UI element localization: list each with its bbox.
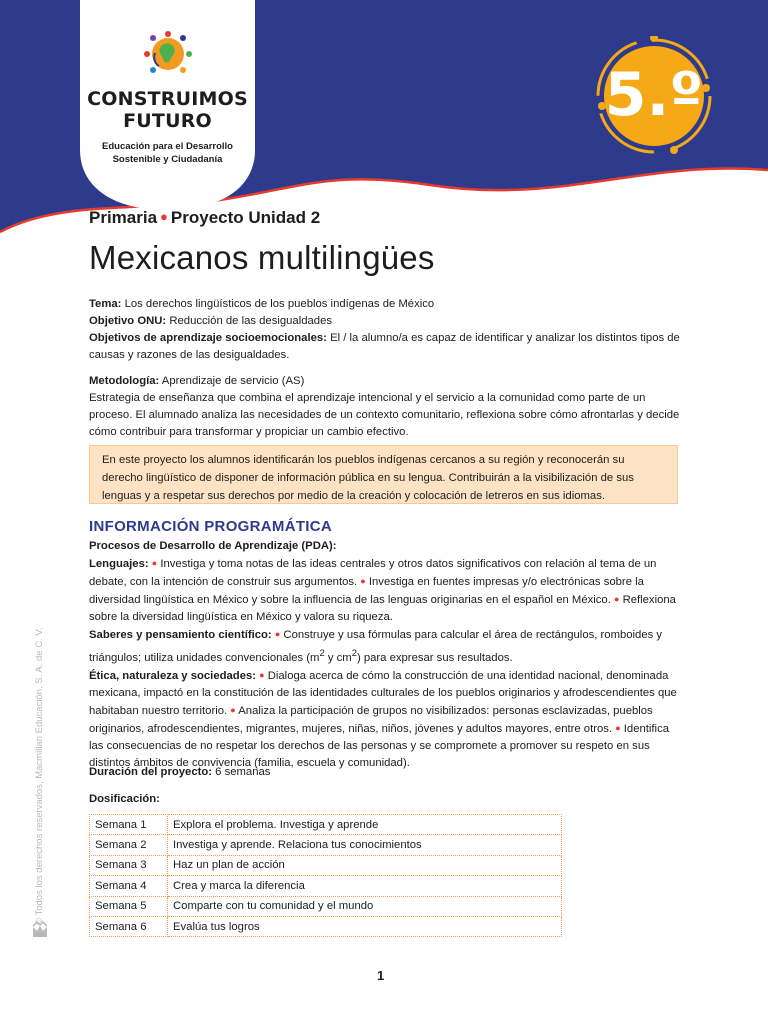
bullet-icon: ● — [615, 722, 621, 733]
pda-block — [89, 538, 681, 772]
week-cell: Semana 1 — [90, 815, 168, 835]
bullet-icon: ● — [151, 558, 158, 568]
grade-label: 5.º — [604, 60, 704, 130]
metodologia-row — [89, 373, 681, 390]
pda-title — [89, 538, 681, 555]
etica-item: Analiza la participación de grupos no visibilizados: personas esclavizadas, pueblos originarios, afrodescendientes, migrantes, mujeres, niñas, niños, jóvenes y adultos mayores, entre otros. — [89, 704, 653, 735]
table-row — [90, 815, 562, 835]
week-cell: Semana 6 — [90, 916, 168, 936]
breadcrumb — [89, 205, 681, 230]
metodologia — [89, 373, 681, 441]
table-row — [90, 876, 562, 896]
bullet-icon: ● — [259, 669, 265, 680]
project-summary-callout: En este proyecto los alumnos identificarán los pueblos indígenas cercanos a su región y reconocerán su derecho lingüístico de disponer de información pública en su lengua. Contribuirán a la visibilización de sus lenguas y a respetar sus derechos por medio de la creación y colocación de letreros en sus idiomas. — [89, 445, 678, 504]
etica-item: Dialoga acerca de cómo la construcción de una identidad nacional, denominada mexicana, impactó en la constitución de las identidades culturales de los pueblos originarios y afrodescendientes que habitaban nuestro territorio. — [89, 669, 677, 717]
onu-label: Objetivo ONU: — [89, 315, 167, 327]
lenguajes-item: Investiga y toma notas de las ideas centrales y otros datos significativos con relación al tema de un debate, con la intención de construir sus argumentos. — [89, 558, 657, 588]
socio-value: El / la alumno/a es capaz de identificar y analizar los distintos tipos de causas y razones de las desigualdades. — [89, 332, 680, 361]
dosificacion-table — [89, 814, 562, 937]
lenguajes-label: Lenguajes: — [89, 558, 149, 570]
week-cell: Semana 4 — [90, 876, 168, 896]
saberes-text-c: ) para expresar sus resultados. — [356, 651, 513, 664]
socio-row — [89, 330, 681, 364]
copyright-credit: © Todos los derechos reservados, Macmillan Educación, S. A. de C. V. — [34, 627, 45, 925]
tema-value: Los derechos lingüísticos de los pueblos indígenas de México — [124, 298, 435, 310]
onu-value: Reducción de las desigualdades — [169, 315, 333, 327]
week-cell: Semana 3 — [90, 855, 168, 875]
bullet-icon: ● — [613, 594, 620, 604]
table-row — [90, 916, 562, 936]
metodologia-text: Estrategia de enseñanza que combina el aprendizaje intencional y el servicio a la comunidad como parte de un proceso. El alumnado analiza las necesidades de un contexto comunitario, reflexiona sobre cómo afrontarlas y decide cómo contribuir para transformar y propiciar un cambio efectivo. — [89, 392, 680, 438]
etica-item: Identifica las consecuencias de no respetar los derechos de las personas y se compromete a promover su respeto en sus distintos ámbitos de convivencia (familia, escuela y comunidad). — [89, 722, 669, 769]
duration-row — [89, 766, 270, 778]
bullet-icon: ● — [274, 629, 281, 639]
activity-cell: Explora el problema. Investiga y aprende — [168, 815, 562, 835]
brand-logo — [80, 0, 255, 200]
table-row — [90, 896, 562, 916]
pda-title-text: Procesos de Desarrollo de Aprendizaje (PDA): — [89, 540, 337, 552]
brand-subtitle — [80, 140, 255, 166]
brand-subtitle-line2: Sostenible y Ciudadanía — [112, 154, 223, 165]
onu-row — [89, 313, 681, 330]
activity-cell: Evalúa tus logros — [168, 916, 562, 936]
project-meta — [89, 296, 681, 364]
socio-label: Objetivos de aprendizaje socioemocionales: — [89, 332, 327, 344]
bullet-icon: ● — [230, 704, 236, 715]
brand-subtitle-line1: Educación para el Desarrollo — [102, 141, 233, 152]
brand-title-line2: FUTURO — [123, 110, 212, 132]
activity-cell: Haz un plan de acción — [168, 855, 562, 875]
week-cell: Semana 5 — [90, 896, 168, 916]
level-label: Primaria — [89, 208, 158, 227]
bullet-icon: ● — [360, 576, 366, 586]
metodologia-value: Aprendizaje de servicio (AS) — [161, 375, 305, 387]
etica-label: Ética, naturaleza y sociedades: — [89, 669, 257, 682]
globe-logo-icon — [142, 26, 194, 78]
project-label: Proyecto Unidad 2 — [170, 208, 321, 227]
bullet-icon: ● — [160, 209, 168, 224]
table-row — [90, 855, 562, 875]
etica-paragraph — [89, 667, 681, 772]
page-number: 1 — [377, 968, 385, 983]
brand-title — [80, 88, 255, 132]
dosificacion-label: Dosificación: — [89, 793, 160, 805]
publisher-logo-icon — [32, 920, 48, 938]
activity-cell: Crea y marca la diferencia — [168, 876, 562, 896]
duration-label: Duración del proyecto: — [89, 766, 213, 778]
saberes-text-b: y cm — [324, 651, 352, 664]
superscript: 2 — [351, 647, 357, 658]
week-cell: Semana 2 — [90, 835, 168, 855]
lenguajes-item: Investiga en fuentes impresas y/o electrónicas sobre la diversidad lingüística en México y sobre la influencia de las lenguas originarias en el español en México. — [89, 576, 644, 606]
brand-title-line1: CONSTRUIMOS — [87, 88, 248, 110]
lenguajes-item: Reflexiona sobre la diversidad lingüística en México y valora su riqueza. — [89, 594, 676, 623]
saberes-text-a: Construye y usa fórmulas para calcular el área de rectángulos, romboides y triángulos; utiliza unidades convencionales (m — [89, 629, 663, 664]
lenguajes-paragraph — [89, 555, 681, 626]
metodologia-label: Metodología: — [89, 375, 160, 387]
activity-cell: Investiga y aprende. Relaciona tus conocimientos — [168, 835, 562, 855]
main-content — [89, 205, 681, 441]
tema-label: Tema: — [89, 298, 122, 310]
tema-row — [89, 296, 681, 313]
activity-cell: Comparte con tu comunidad y el mundo — [168, 896, 562, 916]
section-heading: INFORMACIÓN PROGRAMÁTICA — [89, 518, 333, 535]
superscript: 2 — [319, 647, 325, 658]
saberes-paragraph — [89, 626, 681, 667]
saberes-label: Saberes y pensamiento científico: — [89, 629, 272, 641]
duration-value: 6 semanas — [215, 766, 271, 778]
page-title: Mexicanos multilingües — [89, 239, 435, 276]
table-row — [90, 835, 562, 855]
